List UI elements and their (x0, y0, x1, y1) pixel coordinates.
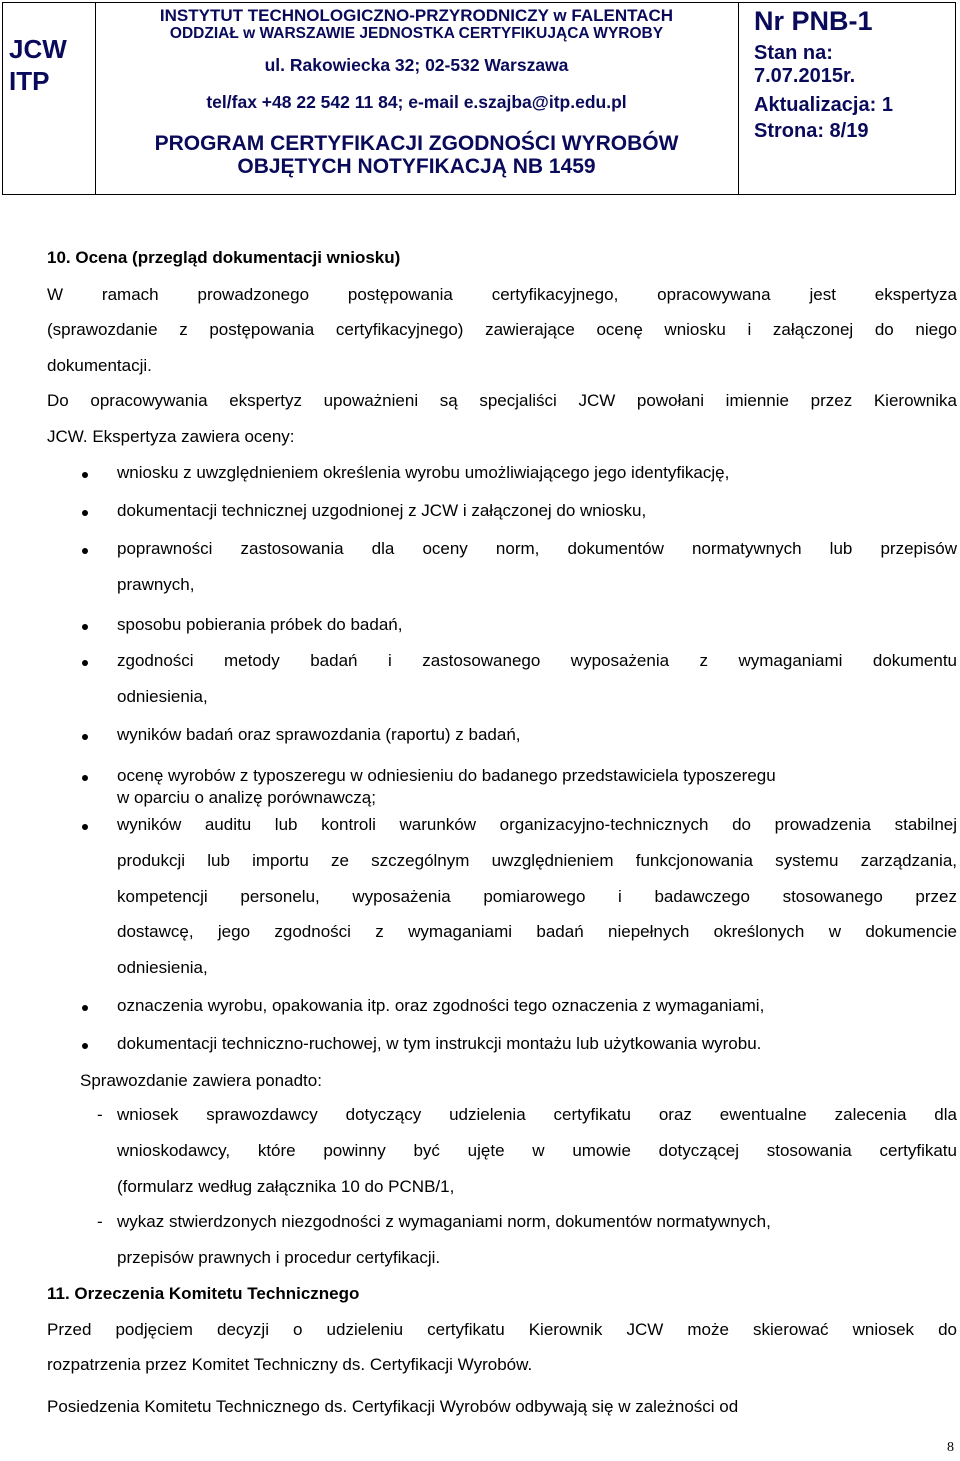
paragraph-line: rozpatrzenia przez Komitet Techniczny ds. Certyfikacji Wyrobów. (47, 1355, 533, 1374)
section-10-heading: 10. Ocena (przegląd dokumentacji wniosku) (47, 248, 401, 267)
report-intro: Sprawozdanie zawiera ponadto: (80, 1071, 322, 1090)
institute-address: ul. Rakowiecka 32; 02-532 Warszawa (264, 55, 569, 75)
bullet-icon (82, 472, 88, 478)
list-item: dokumentacji techniczno-ruchowej, w tym instrukcji montażu lub użytkowania wyrobu. (117, 1034, 762, 1053)
list-item: wyników auditu lub kontroli warunków organizacyjno-technicznych do prowadzenia stabilnej (117, 815, 957, 834)
list-item: wyników badań oraz sprawozdania (raportu) z badań, (117, 725, 521, 744)
page-indicator: Strona: 8/19 (754, 120, 869, 142)
section-11-heading: 11. Orzeczenia Komitetu Technicznego (47, 1284, 360, 1303)
paragraph-line: dokumentacji. (47, 356, 152, 375)
dash-marker: - (97, 1105, 103, 1124)
list-item-continuation: odniesienia, (117, 687, 208, 706)
paragraph-line: Przed podjęciem decyzji o udzieleniu certyfikatu Kierownik JCW może skierować wniosek do (47, 1320, 957, 1339)
bullet-icon (82, 1005, 88, 1011)
list-item: dokumentacji technicznej uzgodnionej z JCW i załączonej do wniosku, (117, 501, 647, 520)
logo-line-1: JCW (9, 34, 67, 64)
logo-line-2: ITP (9, 66, 50, 96)
document-header (2, 2, 956, 195)
bullet-icon (82, 824, 88, 830)
list-item-continuation: produkcji lub importu ze szczególnym uwzględnieniem funkcjonowania systemu zarządzania, (117, 851, 957, 870)
dash-list-item-continuation: (formularz według załącznika 10 do PCNB/1, (117, 1177, 455, 1196)
list-item-continuation: kompetencji personelu, wyposażenia pomiarowego i badawczego stosowanego przez (117, 887, 957, 906)
bullet-icon (82, 734, 88, 740)
jcw-itp-logo (9, 33, 93, 97)
paragraph-line: W ramach prowadzonego postępowania certyfikacyjnego, opracowywana jest ekspertyza (47, 285, 957, 304)
list-item-continuation: odniesienia, (117, 958, 208, 977)
paragraph-line: Posiedzenia Komitetu Technicznego ds. Certyfikacji Wyrobów odbywają się w zależności od (47, 1397, 739, 1416)
department-name: ODDZIAŁ w WARSZAWIE JEDNOSTKA CERTYFIKUJĄCA WYROBY (169, 25, 664, 42)
header-logo-cell (3, 3, 96, 194)
paragraph-line: JCW. Ekspertyza zawiera oceny: (47, 427, 295, 446)
dash-list-item-continuation: wnioskodawcy, które powinny być ujęte w umowie dotyczącej stosowania certyfikatu (117, 1141, 957, 1160)
institute-name: INSTYTUT TECHNOLOGICZNO-PRZYRODNICZY w FALENTACH (159, 6, 674, 25)
paragraph-line: (sprawozdanie z postępowania certyfikacyjnego) zawierające ocenę wniosku i załączonej do niego (47, 320, 957, 339)
bullet-icon (82, 660, 88, 666)
list-item: zgodności metody badań i zastosowanego wyposażenia z wymaganiami dokumentu (117, 651, 957, 670)
status-label: Stan na: (754, 42, 833, 64)
dash-list-item: wykaz stwierdzonych niezgodności z wymaganiami norm, dokumentów normatywnych, (117, 1212, 771, 1231)
status-date: 7.07.2015r. (754, 65, 856, 87)
update-number: Aktualizacja: 1 (754, 94, 893, 116)
bullet-icon (82, 548, 88, 554)
list-item: ocenę wyrobów z typoszeregu w odniesieniu do badanego przedstawiciela typoszeregu (117, 766, 776, 785)
list-item: wniosku z uwzględnieniem określenia wyrobu umożliwiającego jego identyfikację, (117, 463, 730, 482)
bullet-icon (82, 1043, 88, 1049)
bullet-icon (82, 510, 88, 516)
list-item-continuation: dostawcę, jego zgodności z wymaganiami badań niepełnych określonych w dokumencie (117, 922, 957, 941)
program-title-line-2: OBJĘTYCH NOTYFIKACJĄ NB 1459 (237, 155, 596, 178)
institute-contact: tel/fax +48 22 542 11 84; e-mail e.szajba@itp.edu.pl (206, 92, 627, 112)
list-item-continuation: w oparciu o analizę porównawczą; (117, 788, 376, 807)
paragraph-line: Do opracowywania ekspertyz upoważnieni są specjaliści JCW powołani imiennie przez Kierownika (47, 391, 957, 410)
header-document-info-cell (738, 3, 955, 194)
dash-list-item: wniosek sprawozdawcy dotyczący udzielenia certyfikatu oraz ewentualne zalecenia dla (117, 1105, 957, 1124)
document-number: Nr PNB-1 (754, 6, 873, 36)
list-item: poprawności zastosowania dla oceny norm, dokumentów normatywnych lub przepisów (117, 539, 957, 558)
page-number: 8 (947, 1440, 954, 1455)
dash-marker: - (97, 1212, 103, 1231)
bullet-icon (82, 775, 88, 781)
list-item: sposobu pobierania próbek do badań, (117, 615, 403, 634)
header-institute-cell (95, 3, 739, 194)
list-item-continuation: prawnych, (117, 575, 195, 594)
bullet-icon (82, 624, 88, 630)
list-item: oznaczenia wyrobu, opakowania itp. oraz zgodności tego oznaczenia z wymaganiami, (117, 996, 765, 1015)
program-title-line-1: PROGRAM CERTYFIKACJI ZGODNOŚCI WYROBÓW (154, 132, 679, 155)
dash-list-item-continuation: przepisów prawnych i procedur certyfikacji. (117, 1248, 441, 1267)
